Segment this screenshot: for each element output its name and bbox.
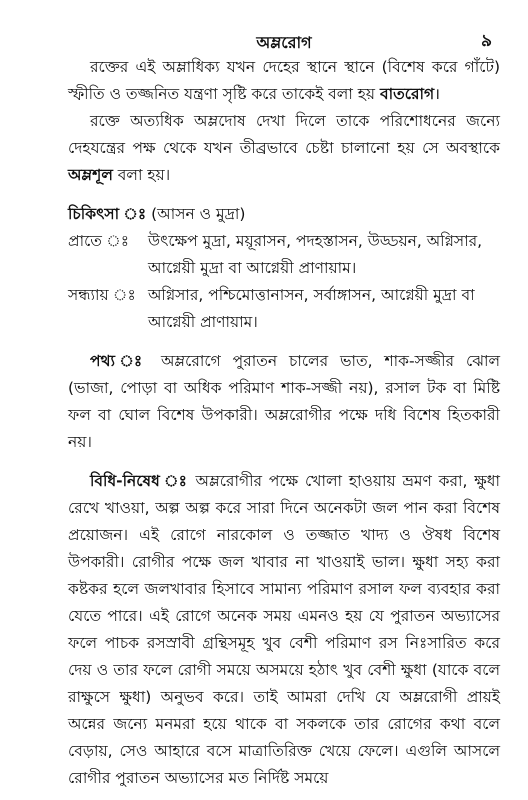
- paragraph-rules: [68, 468, 500, 792]
- paragraph-text: রক্তের এই অম্লাধিক্য যখন দেহের স্থানে স্থানে (বিশেষ করে গাঁটে) স্ফীতি ও তজ্জনিত যন্ত্রণা সৃষ্টি করে তাকেই বলা হয়: [68, 58, 500, 103]
- evening-routine: [68, 282, 500, 336]
- morning-routine: [68, 228, 500, 282]
- treatment-note: (আসন ও মুদ্রা): [146, 205, 246, 223]
- treatment-label: চিকিৎসা ঃ: [68, 205, 147, 223]
- evening-label: সন্ধ্যায় ঃ: [68, 286, 136, 304]
- paragraph-text: রক্তে অত্যধিক অম্লদোষ দেখা দিলে তাকে পরিশোধনের জন্যে দেহযন্ত্রের পক্ষ থেকে যখন তীব্রভাবে চেষ্টা চালানো হয় সে অবস্থাকে: [68, 112, 500, 157]
- morning-text: উৎক্ষেপ মুদ্রা, ময়ূরাসন, পদহস্তাসন, উড্ডয়ন, অগ্নিসার, আগ্নেয়ী মুদ্রা বা আগ্নেয়ী প্রাণায়াম।: [148, 232, 483, 277]
- term-acid-colic: অম্লশূল: [68, 166, 113, 184]
- paragraph-diet: [68, 348, 500, 456]
- term-gout: বাতরোগ: [379, 85, 435, 103]
- treatment-heading: [68, 201, 500, 228]
- paragraph-end: বলা হয়।: [112, 166, 171, 184]
- morning-label: প্রাতে ঃ: [68, 232, 129, 250]
- diet-label: পথ্য ঃ: [90, 352, 150, 370]
- evening-text: অগ্নিসার, পশ্চিমোত্তানাসন, সর্বাঙ্গাসন, আগ্নেয়ী মুদ্রা বা আগ্নেয়ী প্রাণায়াম।: [148, 286, 475, 331]
- running-title: অম্লরোগ: [256, 33, 312, 52]
- rules-text: অম্লরোগীর পক্ষে খোলা হাওয়ায় ভ্রমণ করা, ক্ষুধা রেখে খাওয়া, অল্প অল্প করে সারা দিনে অনেকটা জল পান করা বিশেষ প্রয়োজন। এই রোগে নারকোল ও তজ্জাত খাদ্য ও ঔষধ বিশেষ উপকারী। রোগীর পক্ষে জল খাবার না খাওয়াই ভাল। ক্ষুধা সহ্য করা কষ্টকর হলে জলখাবার হিসাবে সামান্য পরিমাণ রসাল ফল ব্যবহার করা যেতে পারে। এই রোগে অনেক সময় এমনও হয় যে পুরাতন অভ্যাসের ফলে পাচক রসস্রাবী গ্রন্থিসমূহ খুব বেশী পরিমাণ রস নিঃসারিত করে দেয় ও তার ফলে রোগী সময়ে অসময়ে হঠাৎ খুব বেশী ক্ষুধা (যাকে বলে রাক্ষুসে ক্ষুধা) অনুভব করে। তাই আমরা দেখি যে অম্লরোগী প্রায়ই অন্নের জন্যে মনমরা হয়ে থাকে বা সকলকে তার রোগের কথা বলে বেড়ায়, সেও আহারে বসে মাত্রাতিরিক্ত খেয়ে ফেলে। এগুলি আসলে রোগীর পুরাতন অভ্যাসের মত নির্দিষ্ট সময়ে: [68, 472, 500, 787]
- rules-label: বিধি-নিষেধ ঃ: [90, 472, 189, 490]
- paragraph-end: ।: [434, 85, 441, 103]
- paragraph-gout: [68, 54, 500, 108]
- diet-text: অম্লরোগে পুরাতন চালের ভাত, শাক-সজ্জীর ঝোল (ভাজা, পোড়া বা অধিক পরিমাণ শাক-সজ্জী নয়), রসাল টক বা মিষ্টি ফল বা ঘোল বিশেষ উপকারী। অম্লরোগীর পক্ষে দধি বিশেষ হিতকারী নয়।: [68, 352, 501, 451]
- page-number: ৯: [480, 31, 492, 51]
- paragraph-acid-colic: [68, 108, 500, 189]
- page-header: [68, 0, 500, 54]
